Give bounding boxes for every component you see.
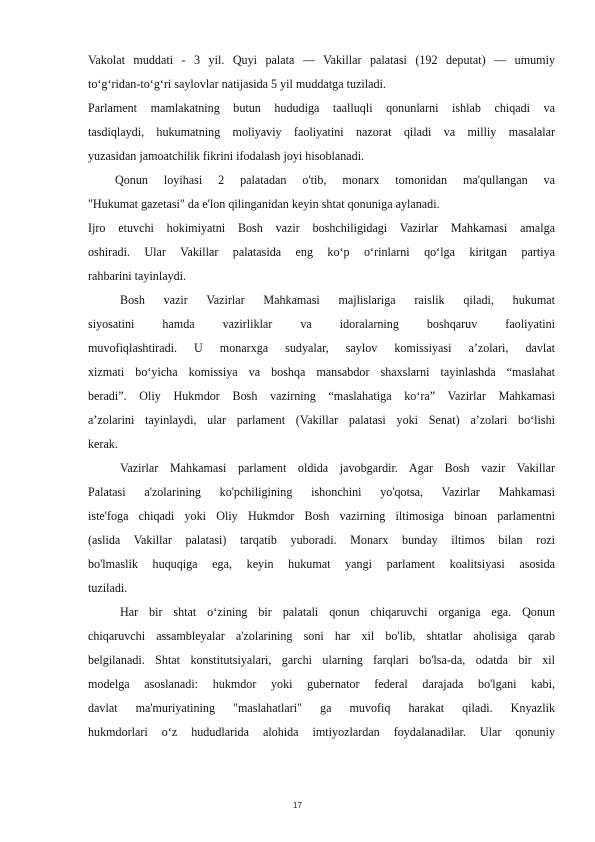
text-line: chiqaruvchi assambleyalar a'zolarining soni har xil bo'lib, shtatlar aholisiga qarab (88, 629, 555, 643)
text-line: tasdiqlaydi, hukumatning moliyaviy faoliyatini nazorat qiladi va milliy masalalar (88, 125, 555, 139)
text-line: yuzasidan jamoatchilik fikrini ifodalash joyi hisoblanadi. (88, 149, 365, 163)
page-number: 17 (293, 801, 302, 810)
text-line: Ijro etuvchi hokimiyatni Bosh vazir boshchiligidagi Vazirlar Mahkamasi amalga (88, 221, 555, 235)
text-line: tuziladi. (88, 581, 128, 595)
text-line: oshiradi. Ular Vakillar palatasida eng ko‘p o‘rinlarni qo‘lga kiritgan partiya (88, 245, 555, 259)
text-line: Parlament mamlakatning butun hududiga taalluqli qonunlarni ishlab chiqadi va (88, 101, 555, 115)
text-line: "Hukumat gazetasi" da e'lon qilinganidan keyin shtat qonuniga aylanadi. (88, 197, 440, 211)
text-line: muvofiqlashtiradi. U monarxga sudyalar, saylov komissiyasi a’zolari, davlat (88, 341, 555, 355)
text-line: Vakolat muddati - 3 yil. Quyi palata — Vakillar palatasi (192 deputat) — umumiy (88, 53, 555, 67)
text-line: siyosatini hamda vazirliklar va idoralarning boshqaruv faoliyatini (88, 317, 555, 331)
text-line: xizmati bo‘yicha komissiya va boshqa mansabdor shaxslarni tayinlashda “maslahat (88, 365, 555, 379)
text-line: davlat ma'muriyatining "maslahatlari" ga muvofiq harakat qiladi. Knyazlik (88, 701, 555, 715)
text-line: hukmdorlari o‘z hududlarida alohida imtiyozlardan foydalanadilar. Ular qonuniy (88, 725, 555, 739)
text-line: belgilanadi. Shtat konstitutsiyalari, garchi ularning farqlari bo'lsa-da, odatda bir xil (88, 653, 555, 667)
text-line: rahbarini tayinlaydi. (88, 269, 187, 283)
text-line: Vazirlar Mahkamasi parlament oldida javobgardir. Agar Bosh vazir Vakillar (120, 461, 555, 475)
text-line: Bosh vazir Vazirlar Mahkamasi majlislariga raislik qiladi, hukumat (120, 293, 555, 307)
text-line: to‘g‘ridan-to‘g‘ri saylovlar natijasida 5 yil muddatga tuziladi. (88, 77, 386, 91)
text-line: Qonun loyihasi 2 palatadan o'tib, monarx tomonidan ma'qullangan va (115, 173, 555, 187)
text-line: (aslida Vakillar palatasi) tarqatib yuboradi. Monarx bunday iltimos bilan rozi (88, 533, 555, 547)
text-line: iste'foga chiqadi yoki Oliy Hukmdor Bosh vazirning iltimosiga binoan parlamentni (88, 509, 555, 523)
text-line: Har bir shtat o‘zining bir palatali qonun chiqaruvchi organiga ega. Qonun (120, 605, 555, 619)
text-line: beradi”. Oliy Hukmdor Bosh vazirning “maslahatiga ko‘ra” Vazirlar Mahkamasi (88, 389, 555, 403)
text-line: bo'lmaslik huquqiga ega, keyin hukumat yangi parlament koalitsiyasi asosida (88, 557, 555, 571)
text-line: kerak. (88, 437, 118, 451)
text-line: Palatasi a'zolarining ko'pchiligining ishonchini yo'qotsa, Vazirlar Mahkamasi (88, 485, 555, 499)
text-line: modelga asoslanadi: hukmdor yoki gubernator federal darajada bo'lgani kabi, (88, 677, 555, 691)
text-line: a’zolarini tayinlaydi, ular parlament (Vakillar palatasi yoki Senat) a’zolari bo‘lishi (88, 413, 555, 427)
